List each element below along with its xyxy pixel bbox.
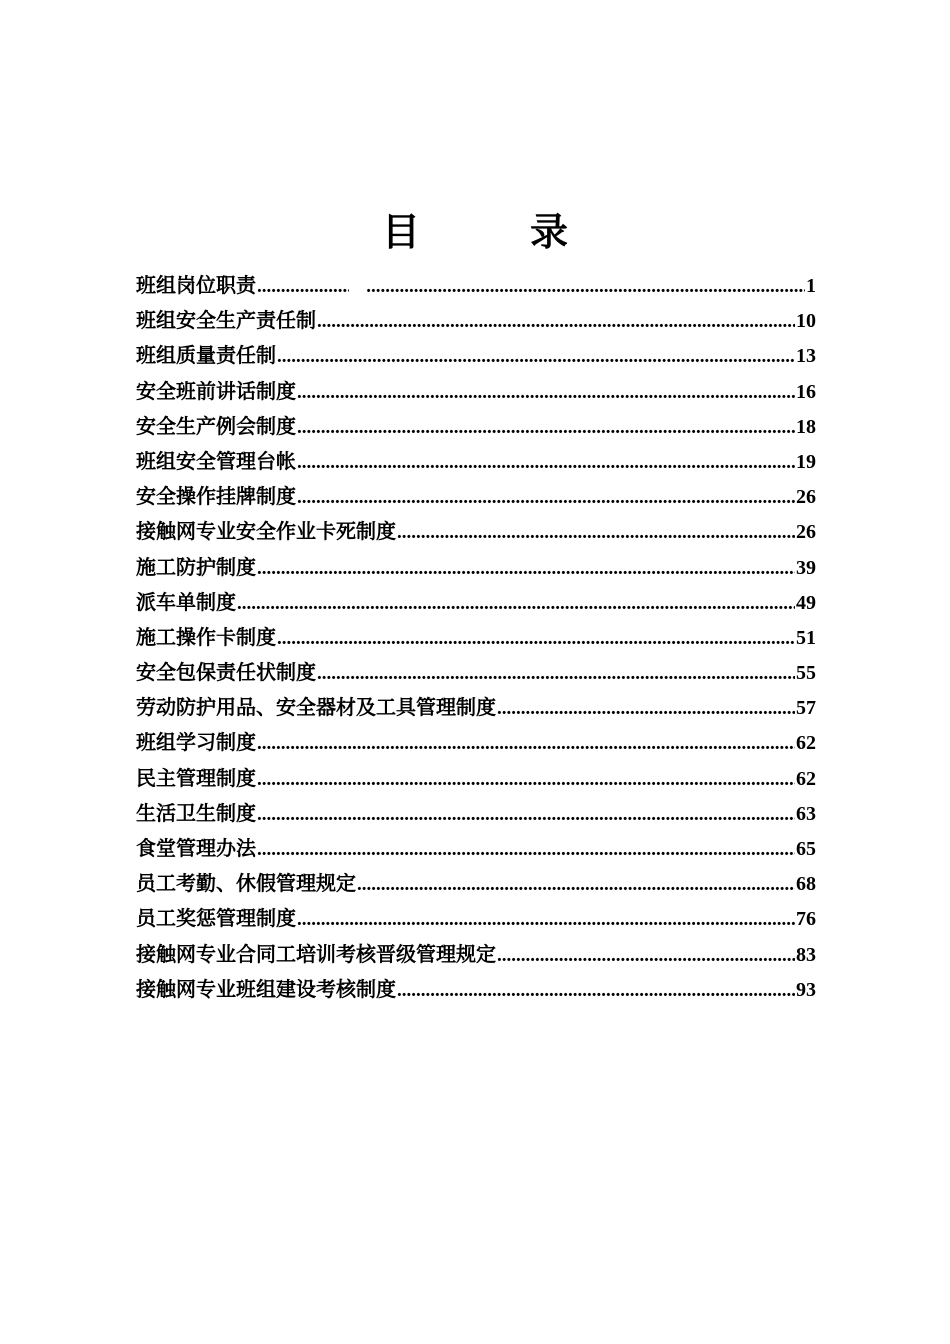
toc-entry[interactable] — [136, 831, 816, 866]
toc-entry[interactable] — [136, 620, 816, 655]
toc-entry-label: 安全操作挂牌制度 — [136, 484, 296, 509]
toc-entry[interactable] — [136, 796, 816, 831]
toc-entry-page: 93 — [796, 978, 816, 1001]
toc-leader-dots — [297, 375, 795, 410]
toc-entry-label: 施工防护制度 — [136, 554, 256, 579]
toc-leader-dots — [237, 586, 795, 621]
toc-entry-label: 施工操作卡制度 — [136, 624, 276, 649]
toc-entry[interactable] — [136, 585, 816, 620]
toc-entry-page: 39 — [796, 556, 816, 579]
toc-leader-dots — [257, 797, 795, 832]
table-of-contents — [136, 268, 816, 1007]
toc-leader-dots — [277, 621, 795, 656]
toc-entry-page: 68 — [796, 873, 816, 896]
toc-entry[interactable] — [136, 550, 816, 585]
toc-entry[interactable] — [136, 972, 816, 1007]
toc-entry-label: 接触网专业安全作业卡死制度 — [136, 519, 396, 544]
toc-entry[interactable] — [136, 479, 816, 514]
toc-entry-page: 16 — [796, 380, 816, 403]
toc-entry-label: 民主管理制度 — [136, 765, 256, 790]
toc-entry[interactable] — [136, 268, 816, 303]
toc-entry-label: 接触网专业合同工培训考核晋级管理规定 — [136, 941, 496, 966]
toc-entry-page: 26 — [796, 521, 816, 544]
toc-entry-page: 83 — [796, 943, 816, 966]
toc-leader-dots — [317, 304, 795, 339]
toc-leader-dots — [397, 515, 795, 550]
toc-entry[interactable] — [136, 655, 816, 690]
toc-entry-label: 员工奖惩管理制度 — [136, 906, 296, 931]
toc-entry-label: 派车单制度 — [136, 589, 236, 614]
toc-entry-label: 安全生产例会制度 — [136, 413, 296, 438]
toc-entry-page: 55 — [796, 662, 816, 685]
toc-entry[interactable] — [136, 409, 816, 444]
toc-entry-page: 13 — [796, 345, 816, 368]
toc-entry[interactable] — [136, 901, 816, 936]
toc-entry[interactable] — [136, 444, 816, 479]
toc-entry-label: 班组安全生产责任制 — [136, 308, 316, 333]
toc-entry-page: 62 — [796, 767, 816, 790]
toc-entry[interactable] — [136, 725, 816, 760]
toc-entry-label: 接触网专业班组建设考核制度 — [136, 976, 396, 1001]
toc-leader-dots — [257, 726, 795, 761]
toc-entry-label: 安全班前讲话制度 — [136, 378, 296, 403]
toc-entry-page: 63 — [796, 802, 816, 825]
toc-entry[interactable] — [136, 937, 816, 972]
toc-entry-page: 49 — [796, 591, 816, 614]
toc-title: 目 录 — [381, 210, 604, 254]
toc-entry[interactable] — [136, 514, 816, 549]
toc-leader-dots — [257, 762, 795, 797]
toc-leader-dots — [297, 445, 795, 480]
toc-entry-page: 26 — [796, 486, 816, 509]
toc-entry[interactable] — [136, 338, 816, 373]
toc-leader-dots — [297, 902, 795, 937]
toc-entry-page: 1 — [806, 275, 816, 297]
toc-entry-page: 51 — [796, 626, 816, 649]
toc-entry-label: 安全包保责任状制度 — [136, 660, 316, 685]
toc-entry[interactable] — [136, 866, 816, 901]
toc-entry-label: 劳动防护用品、安全器材及工具管理制度 — [136, 695, 496, 720]
toc-entry[interactable] — [136, 374, 816, 409]
toc-entry[interactable] — [136, 761, 816, 796]
toc-entry-label: 班组岗位职责 — [136, 273, 256, 297]
toc-entry-page: 10 — [796, 310, 816, 333]
toc-entry-label: 班组质量责任制 — [136, 343, 276, 368]
toc-entry-page: 19 — [796, 450, 816, 473]
toc-entry-page: 62 — [796, 732, 816, 755]
toc-entry-label: 食堂管理办法 — [136, 836, 256, 860]
toc-leader-dots — [257, 832, 795, 867]
toc-entry-page: 57 — [796, 697, 816, 720]
toc-entry[interactable] — [136, 690, 816, 725]
toc-entry-label: 员工考勤、休假管理规定 — [136, 871, 356, 896]
toc-leader-dots — [297, 480, 795, 515]
toc-leader-dots — [497, 691, 795, 726]
toc-leader-dots — [297, 410, 795, 445]
toc-entry-page: 18 — [796, 415, 816, 438]
toc-entry-page: 65 — [796, 838, 816, 860]
toc-leader-dots — [397, 973, 795, 1008]
toc-entry[interactable] — [136, 303, 816, 338]
toc-leader-dots — [357, 867, 795, 902]
toc-entry-label: 生活卫生制度 — [136, 800, 256, 825]
toc-leader-dots — [277, 339, 795, 374]
toc-leader-dots — [257, 269, 805, 304]
toc-entry-page: 76 — [796, 908, 816, 931]
toc-leader-dots — [317, 656, 795, 691]
toc-leader-dots — [497, 938, 795, 973]
toc-leader-dots — [257, 551, 795, 586]
toc-entry-label: 班组安全管理台帐 — [136, 448, 296, 473]
toc-entry-label: 班组学习制度 — [136, 730, 256, 755]
